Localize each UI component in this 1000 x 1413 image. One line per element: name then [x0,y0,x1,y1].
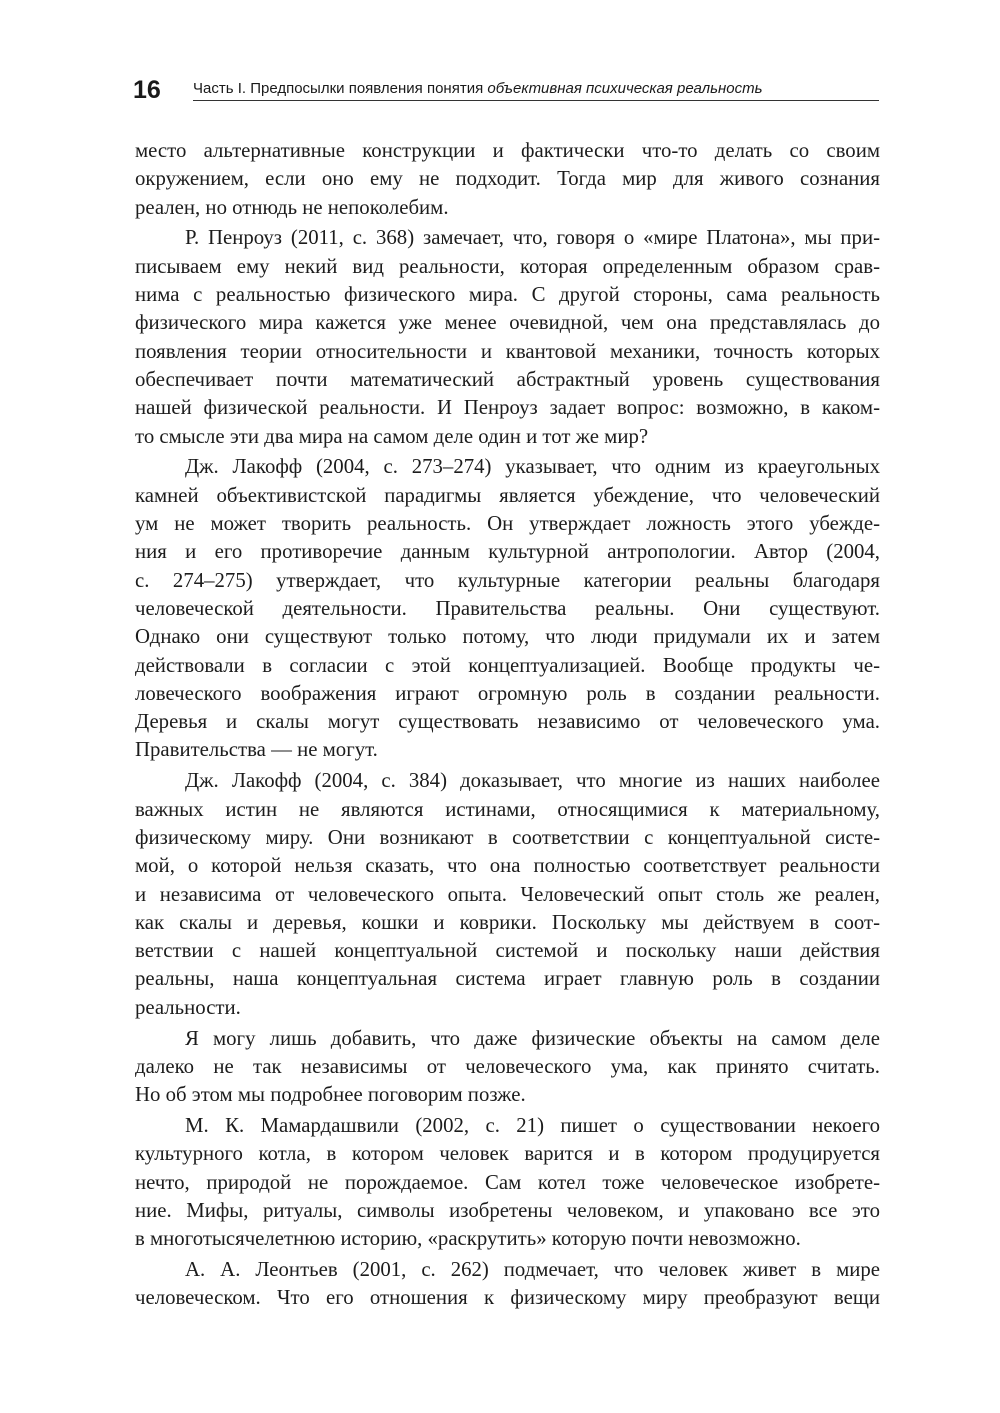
text-line: человеческой деятельности. Правительства реальны. Они существуют. [135,596,880,620]
paragraph [135,1025,880,1110]
text-line: то смысле эти два мира на самом деле один и тот же мир? [135,424,649,448]
paragraph [135,1112,880,1253]
running-head-italic: объективная психическая реальность [487,80,763,97]
text-line: и независима от человеческого опыта. Человеческий опыт столь же реален, [135,882,880,906]
text-line: писываем ему некий вид реальности, которая определенным образом срав- [135,254,880,278]
text-line: физическому миру. Они возникают в соответствии с концептуальной систе- [135,825,880,849]
text-line: М. К. Мамардашвили (2002, с. 21) пишет о существовании некоего [185,1114,880,1138]
paragraph [135,137,880,222]
text-line: окружением, если оно ему не подходит. Тогда мир для живого сознания [135,167,880,191]
paragraph [135,224,880,450]
text-line: важных истин не являются истинами, относящимися к материальному, [135,797,880,821]
text-line: Но об этом мы подробнее поговорим позже. [135,1083,526,1107]
text-line: Деревья и скалы могут существовать независимо от человеческого ума. [135,710,880,734]
text-line: культурного котла, в котором человек варится и в котором продуцируется [135,1142,880,1166]
body-text [135,137,880,1315]
text-line: нима с реальностью физического мира. С другой стороны, сама реальность [135,283,880,307]
text-line: обеспечивает почти математический абстрактный уровень существования [135,367,880,391]
text-line: появления теории относительности и квантовой механики, точность которых [135,339,880,363]
text-line: нечто, природой не порождаемое. Сам котел тоже человеческое изобрете- [135,1170,880,1194]
text-line: Однако они существуют только потому, что люди придумали их и затем [135,625,880,649]
text-line: действовали в согласии с этой концептуализацией. Вообще продукты че- [135,653,880,677]
text-line: реальны, наша концептуальная система играет главную роль в создании [135,967,880,991]
text-line: место альтернативные конструкции и фактически что-то делать со своим [135,139,880,162]
text-line: ния и его противоречие данным культурной антропологии. Автор (2004, [135,540,880,564]
text-line: ум не может творить реальность. Он утверждает ложность этого убежде- [135,512,880,536]
text-line: в многотысячелетнюю историю, «раскрутить» которую почти невозможно. [135,1227,801,1251]
text-line: ловеческого воображения играют огромную роль в создании реальности. [135,681,880,705]
paragraph [135,453,880,764]
paragraph [135,1256,880,1313]
text-line: Р. Пенроуз (2011, с. 368) замечает, что, говоря о «мире Платона», мы при- [185,226,880,250]
text-line: ние. Мифы, ритуалы, символы изобретены человеком, и упаковано все это [135,1198,880,1222]
page-number: 16 [133,76,161,104]
text-line: с. 274–275) утверждает, что культурные категории реальны благодаря [135,568,880,592]
text-line: как скалы и деревья, кошки и коврики. Поскольку мы действуем в соот- [135,910,880,934]
text-line: реальности. [135,995,241,1019]
text-line: мой, о которой нельзя сказать, что она полностью соответствует реальности [135,854,880,878]
text-line: нашей физической реальности. И Пенроуз задает вопрос: возможно, в каком- [135,396,880,420]
text-line: реален, но отнюдь не непоколебим. [135,195,449,219]
header-rule [193,100,879,101]
text-line: ветствии с нашей концептуальной системой и поскольку наши действия [135,939,880,963]
running-head [193,80,883,97]
text-line: физического мира кажется уже менее очевидной, чем она представлялась до [135,311,880,335]
text-line: камней объективистской парадигмы является убеждение, что человеческий [135,483,880,507]
paragraph [135,767,880,1022]
text-line: далеко не так независимы от человеческого ума, как принято считать. [135,1054,880,1078]
text-line: Дж. Лакофф (2004, с. 384) доказывает, что многие из наших наиболее [185,769,880,793]
text-line: Правительства — не могут. [135,738,378,762]
text-line: А. А. Леонтьев (2001, с. 262) подмечает, что человек живет в мире [185,1258,880,1282]
text-line: Я могу лишь добавить, что даже физические объекты на самом деле [185,1026,880,1050]
running-head-plain: Часть I. Предпосылки появления понятия [193,80,488,97]
text-line: человеческом. Что его отношения к физическому миру преобразуют вещи [135,1286,880,1310]
text-line: Дж. Лакофф (2004, с. 273–274) указывает, что одним из краеугольных [185,455,880,479]
